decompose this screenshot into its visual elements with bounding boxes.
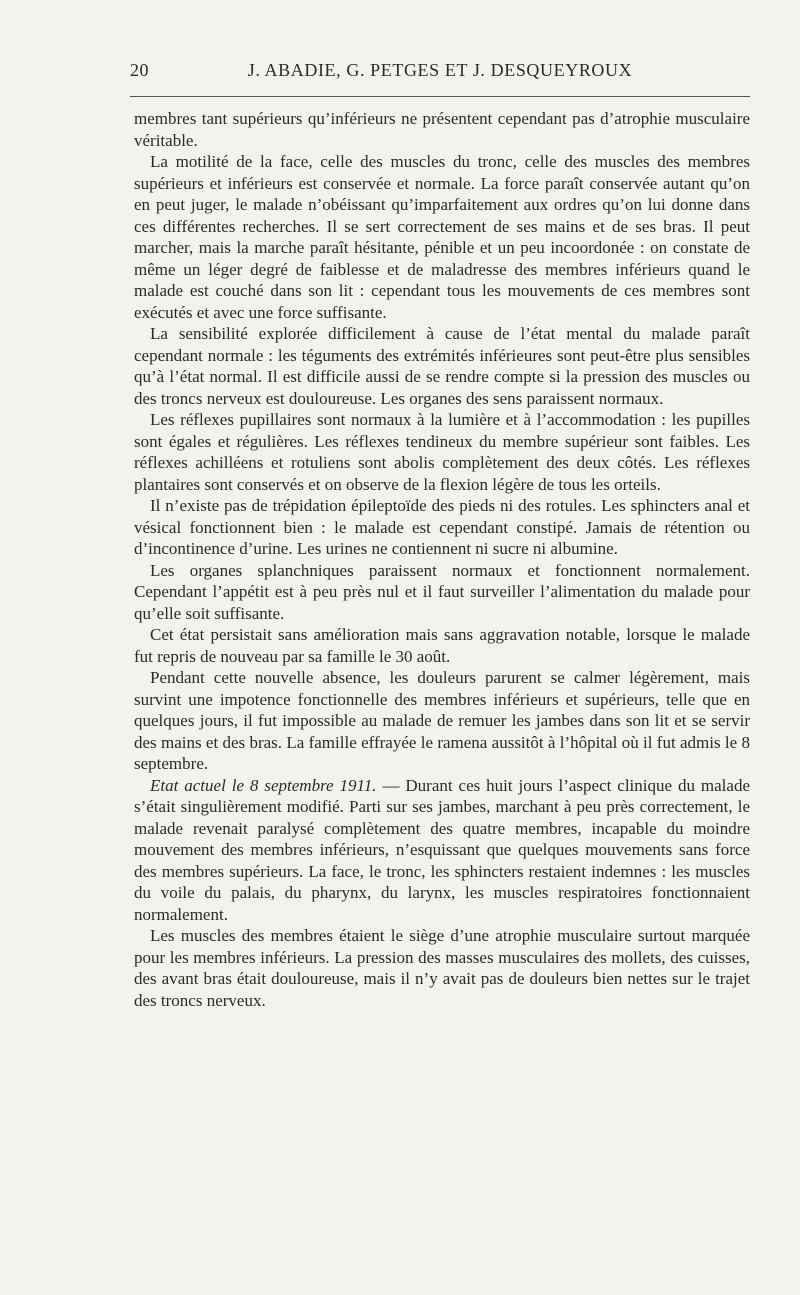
page-header	[130, 60, 750, 86]
paragraph: Pendant cette nouvelle absence, les douleurs parurent se calmer légèrement, mais survint une impotence fonctionnelle des membres inférieurs et supérieurs, telle que en quelques jours, il fut impossible au malade de remuer les jambes dans son lit et se servir des mains et des bras. La famille effrayée le ramena aussitôt à l’hôpital où il fut admis le 8 septembre.	[134, 668, 750, 773]
paragraph: La motilité de la face, celle des muscles du tronc, celle des muscles des membres supérieurs et inférieurs est conservée et normale. La force paraît conservée autant qu’on en peut juger, le malade n’obéissant qu’imparfaitement aux ordres qu’on lui donne dans ces différentes recherches. Il se sert correctement de ses mains et de ses bras. Il peut marcher, mais la marche paraît hésitante, pénible et un peu incoordonée : on constate de même un léger degré de faiblesse et de maladresse des membres inférieurs quand le malade est couché dans son lit : cependant tous les mouvements de ces membres sont exécutés et avec une force suffisante.	[134, 152, 750, 322]
paragraph: La sensibilité explorée difficilement à cause de l’état mental du malade paraît cependant normale : les téguments des extrémités inférieures sont peut-être plus sensibles qu’à l’état normal. Il est difficile aussi de se rendre compte si la pression des muscles ou des troncs nerveux est douloureuse. Les organes des sens paraissent normaux.	[134, 324, 750, 408]
paragraph-state	[134, 775, 750, 926]
header-rule	[130, 96, 750, 97]
running-head: J. ABADIE, G. PETGES ET J. DESQUEYROUX	[247, 60, 633, 80]
page-number: 20	[130, 60, 149, 80]
body-text	[134, 108, 750, 1011]
paragraph: membres tant supérieurs qu’inférieurs ne présentent cependant pas d’atrophie musculaire véritable.	[134, 109, 750, 150]
paragraph: Les organes splanchniques paraissent normaux et fonctionnent normalement. Cependant l’appétit est à peu près nul et il faut surveiller l’alimentation du malade pour qu’elle soit suffisante.	[134, 560, 750, 623]
paragraph: Les réflexes pupillaires sont normaux à la lumière et à l’accommodation : les pupilles sont égales et régulières. Les réflexes tendineux du membre supérieur sont faibles. Les réflexes achilléens et rotuliens sont abolis complètement des deux côtés. Les réflexes plantaires sont conservés et on observe de la flexion légère de tous les orteils.	[134, 410, 750, 494]
paragraph: Il n’existe pas de trépidation épileptoïde des pieds ni des rotules. Les sphincters anal et vésical fonctionnent bien : le malade est cependant constipé. Jamais de rétention ou d’incontinence d’urine. Les urines ne contiennent ni sucre ni albumine.	[134, 496, 750, 558]
section-lead: Etat actuel le 8 septembre 1911.	[150, 775, 377, 795]
paragraph: Les muscles des membres étaient le siège d’une atrophie musculaire surtout marquée pour les membres inférieurs. La pression des masses musculaires des mollets, des cuisses, des avant bras était douloureuse, mais il n’y avait pas de douleurs bien nettes sur le trajet des troncs nerveux.	[134, 926, 750, 1010]
paragraph: Cet état persistait sans amélioration mais sans aggravation notable, lorsque le malade fut repris de nouveau par sa famille le 30 août.	[134, 625, 750, 666]
section-text: — Durant ces huit jours l’aspect clinique du malade s’était singulièrement modifié. Parti sur ses jambes, marchant à peu près correctement, le malade revenait paralysé complètement des quatre membres, incapable du moindre mouvement des membres inférieurs, n’esquissant que quelques mouvements sans force des membres supérieurs. La face, le tronc, les sphincters restaient indemnes : les muscles du voile du palais, du pharynx, du larynx, les muscles respiratoires fonctionnaient normalement.	[134, 775, 750, 924]
